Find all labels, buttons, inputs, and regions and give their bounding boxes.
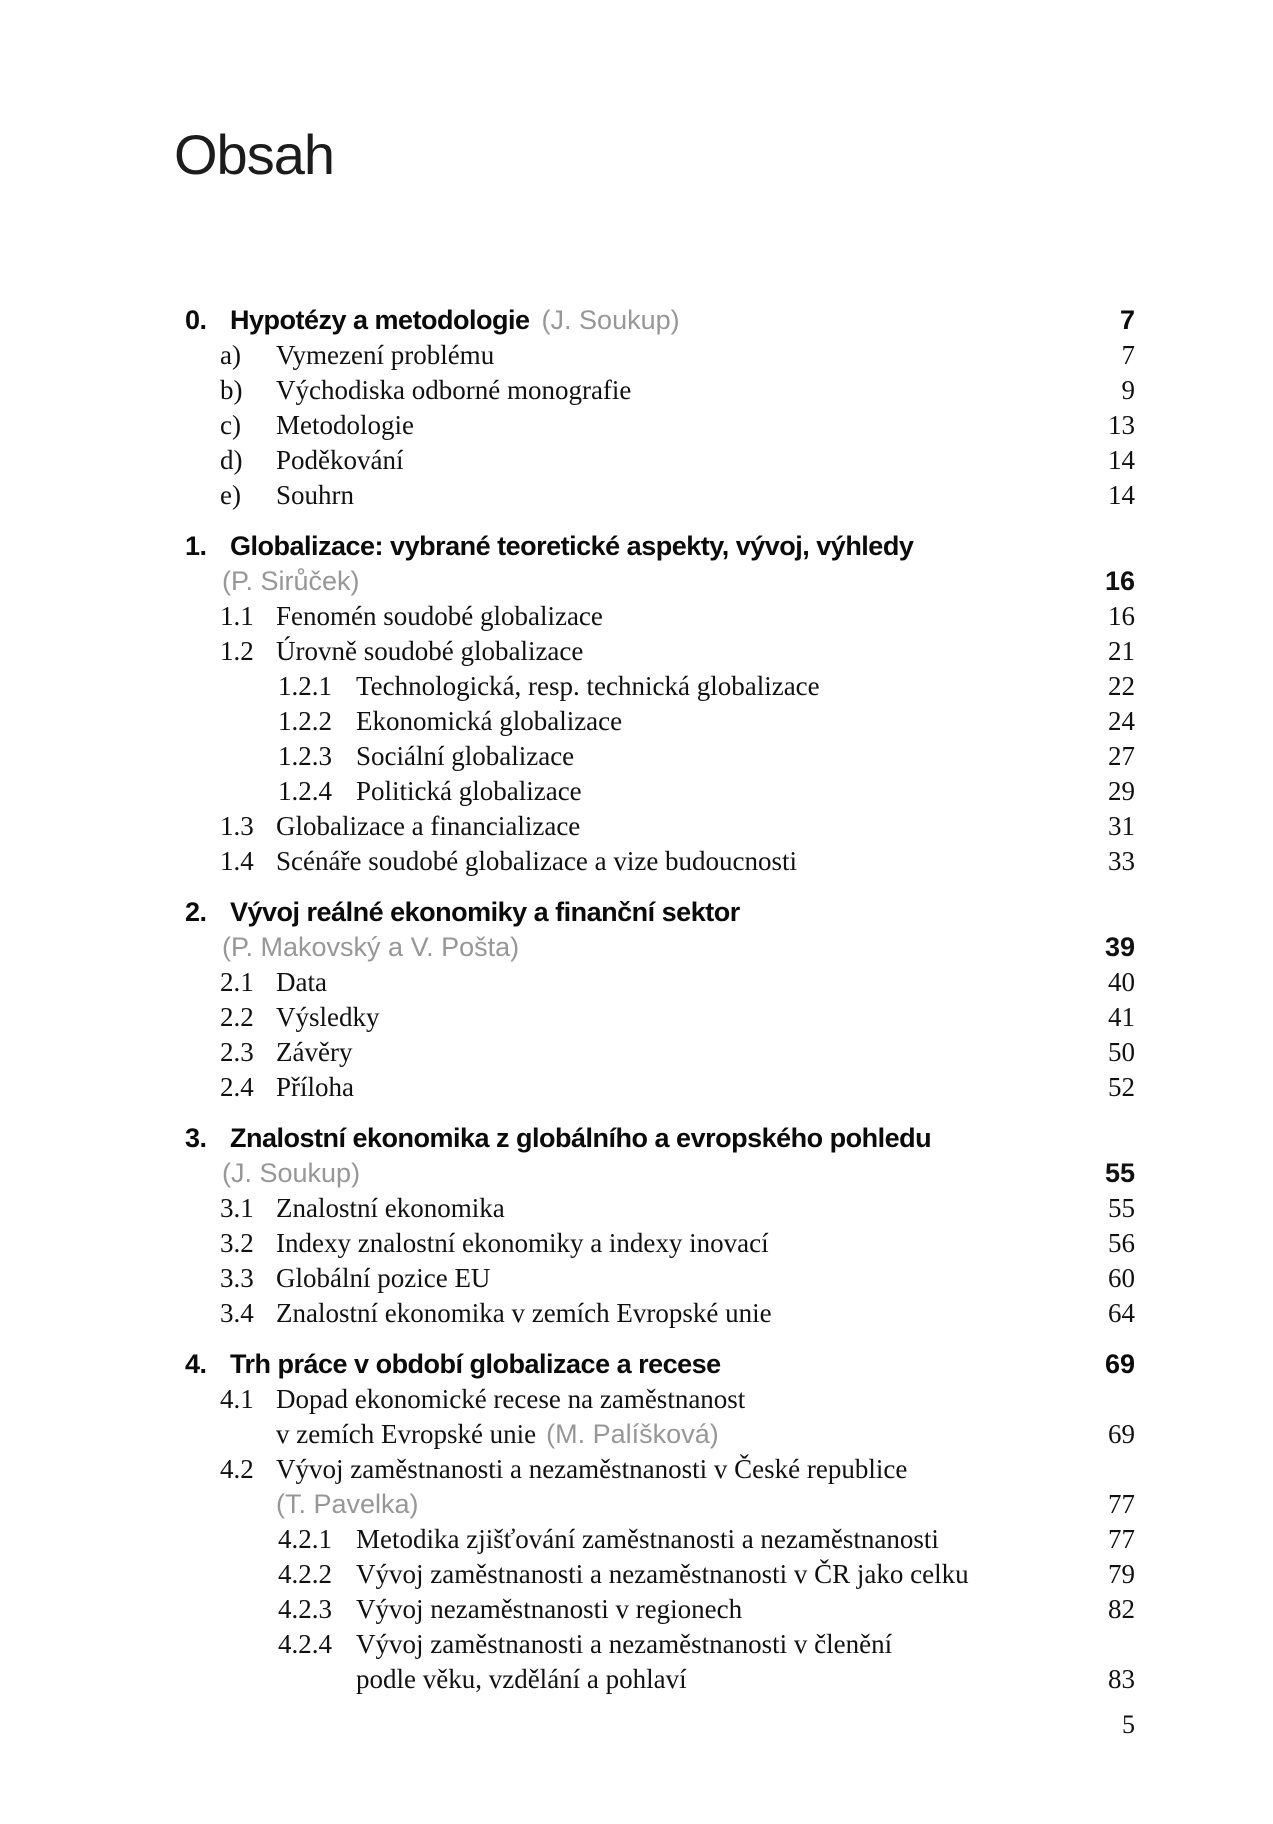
- entry-label: 4.2.4: [278, 1629, 332, 1659]
- section-number: 2.: [185, 897, 207, 927]
- toc-entry: [185, 774, 1135, 809]
- entry-page-number: 50: [1108, 1037, 1135, 1067]
- entry-page-number: 77: [1108, 1524, 1135, 1554]
- toc-section-3: [185, 1121, 1135, 1331]
- entry-title: Sociální globalizace: [356, 741, 575, 771]
- entry-title: Znalostní ekonomika v zemích Evropské unie: [276, 1298, 772, 1328]
- toc-entry: [185, 373, 1135, 408]
- toc-entry: [185, 599, 1135, 634]
- toc-section-1: [185, 529, 1135, 879]
- entry-page-number: 22: [1108, 671, 1135, 701]
- toc-section-0: [185, 303, 1135, 513]
- toc-entry: [185, 739, 1135, 774]
- entry-title: Vymezení problému: [276, 340, 495, 370]
- entry-title: Fenomén soudobé globalizace: [276, 601, 603, 631]
- entry-label: 1.1: [220, 601, 254, 631]
- entry-title: Indexy znalostní ekonomiky a indexy inovací: [276, 1228, 769, 1258]
- section-heading: [185, 303, 1135, 338]
- toc-entry: [185, 844, 1135, 879]
- section-heading: [185, 1121, 1135, 1156]
- toc-entry: [185, 1000, 1135, 1035]
- entry-page-number: 13: [1108, 410, 1135, 440]
- toc-entry: [185, 1035, 1135, 1070]
- entry-title: Východiska odborné monografie: [276, 375, 632, 405]
- toc-entry-continuation: [185, 1487, 1135, 1522]
- entry-title: Politická globalizace: [356, 776, 582, 806]
- entry-title-continuation: v zemích Evropské unie: [276, 1419, 537, 1449]
- toc-entry: [185, 1522, 1135, 1557]
- entry-title: Vývoj zaměstnanosti a nezaměstnanosti v ČR jako celku: [356, 1559, 969, 1589]
- section-author: (J. Soukup): [541, 305, 680, 335]
- entry-label: 2.3: [220, 1037, 254, 1067]
- section-number: 1.: [185, 531, 207, 561]
- entry-label: 1.2.3: [278, 741, 332, 771]
- toc-entry: [185, 443, 1135, 478]
- entry-label: 1.2: [220, 636, 254, 666]
- entry-title: Metodologie: [276, 410, 414, 440]
- section-number: 3.: [185, 1123, 207, 1153]
- section-title: Znalostní ekonomika z globálního a evropského pohledu: [230, 1123, 932, 1153]
- section-page-number: 69: [1104, 1349, 1135, 1379]
- entry-label: 2.2: [220, 1002, 254, 1032]
- toc-entry-continuation: [185, 1662, 1135, 1697]
- section-number: 0.: [185, 305, 207, 335]
- entry-page-number: 40: [1108, 967, 1135, 997]
- entry-label: 4.2: [220, 1454, 254, 1484]
- entry-title: Úrovně soudobé globalizace: [276, 636, 584, 666]
- entry-title: Vývoj nezaměstnanosti v regionech: [356, 1594, 743, 1624]
- toc-entry: [185, 1226, 1135, 1261]
- entry-page-number: 16: [1108, 601, 1135, 631]
- entry-title: Ekonomická globalizace: [356, 706, 623, 736]
- entry-page-number: 24: [1108, 706, 1135, 736]
- entry-title: Globální pozice EU: [276, 1263, 491, 1293]
- toc-entry: [185, 634, 1135, 669]
- toc-entry: [185, 1592, 1135, 1627]
- entry-page-number: 64: [1108, 1298, 1135, 1328]
- entry-label: 4.2.3: [278, 1594, 332, 1624]
- toc-entry: [185, 338, 1135, 373]
- entry-title: Vývoj zaměstnanosti a nezaměstnanosti v České republice: [276, 1454, 908, 1484]
- section-heading: [185, 1347, 1135, 1382]
- entry-page-number: 33: [1108, 846, 1135, 876]
- section-author: (P. Sirůček): [222, 566, 360, 596]
- entry-author: (M. Palíšková): [546, 1419, 719, 1449]
- section-heading: [185, 529, 1135, 564]
- entry-label: c): [220, 410, 241, 440]
- entry-page-number: 82: [1108, 1594, 1135, 1624]
- entry-page-number: 79: [1108, 1559, 1135, 1589]
- entry-page-number: 55: [1108, 1193, 1135, 1223]
- entry-page-number: 69: [1108, 1419, 1135, 1449]
- section-page-number: 16: [1104, 566, 1135, 596]
- toc-entry: [185, 478, 1135, 513]
- entry-title: Dopad ekonomické recese na zaměstnanost: [276, 1384, 746, 1414]
- toc-entry: [185, 1261, 1135, 1296]
- entry-label: 4.2.1: [278, 1524, 332, 1554]
- section-author-row: [185, 930, 1135, 965]
- section-number: 4.: [185, 1349, 207, 1379]
- entry-page-number: 29: [1108, 776, 1135, 806]
- entry-title: Technologická, resp. technická globalizace: [356, 671, 820, 701]
- entry-title: Příloha: [276, 1072, 354, 1102]
- section-page-number: 39: [1104, 932, 1135, 962]
- entry-title: Data: [276, 967, 327, 997]
- entry-title: Závěry: [276, 1037, 353, 1067]
- entry-page-number: 41: [1108, 1002, 1135, 1032]
- toc-section-2: [185, 895, 1135, 1105]
- entry-label: 3.3: [220, 1263, 254, 1293]
- toc-entry: [185, 704, 1135, 739]
- section-title: Trh práce v období globalizace a recese: [230, 1349, 721, 1379]
- entry-title-continuation: podle věku, vzdělání a pohlaví: [356, 1664, 687, 1694]
- entry-title: Metodika zjišťování zaměstnanosti a nezaměstnanosti: [356, 1524, 939, 1554]
- entry-page-number: 21: [1108, 636, 1135, 666]
- entry-author: (T. Pavelka): [276, 1489, 419, 1519]
- entry-page-number: 31: [1108, 811, 1135, 841]
- section-author-row: [185, 1156, 1135, 1191]
- entry-page-number: 56: [1108, 1228, 1135, 1258]
- toc-entry: [185, 1070, 1135, 1105]
- entry-page-number: 27: [1108, 741, 1135, 771]
- toc-entry: [185, 1296, 1135, 1331]
- entry-label: 2.1: [220, 967, 254, 997]
- toc-section-4: [185, 1347, 1135, 1697]
- section-heading: [185, 895, 1135, 930]
- entry-label: 3.1: [220, 1193, 254, 1223]
- section-title: Vývoj reálné ekonomiky a finanční sektor: [230, 897, 740, 927]
- entry-label: 1.3: [220, 811, 254, 841]
- entry-label: b): [220, 375, 243, 405]
- entry-page-number: 7: [1121, 340, 1135, 370]
- entry-title: Poděkování: [276, 445, 404, 475]
- entry-label: 4.1: [220, 1384, 254, 1414]
- toc-entry: [185, 1191, 1135, 1226]
- entry-page-number: 83: [1108, 1664, 1135, 1694]
- entry-label: e): [220, 480, 241, 510]
- toc-entry: [185, 1382, 1135, 1417]
- section-page-number: 55: [1104, 1158, 1135, 1188]
- section-title: Globalizace: vybrané teoretické aspekty, vývoj, výhledy: [230, 531, 914, 561]
- toc-entry: [185, 408, 1135, 443]
- toc-entry: [185, 1557, 1135, 1592]
- toc-entry: [185, 1452, 1135, 1487]
- toc-entry: [185, 669, 1135, 704]
- page-title: Obsah: [174, 123, 334, 186]
- entry-title: Výsledky: [276, 1002, 380, 1032]
- entry-page-number: 60: [1108, 1263, 1135, 1293]
- entry-label: 3.2: [220, 1228, 254, 1258]
- entry-label: 1.2.2: [278, 706, 332, 736]
- entry-label: 1.4: [220, 846, 254, 876]
- entry-title: Souhrn: [276, 480, 355, 510]
- footer-page-number: 5: [1122, 1710, 1135, 1739]
- section-page-number: 7: [1119, 305, 1135, 335]
- toc-entry-continuation: [185, 1417, 1135, 1452]
- entry-page-number: 14: [1108, 445, 1135, 475]
- entry-title: Znalostní ekonomika: [276, 1193, 505, 1223]
- toc-entry: [185, 965, 1135, 1000]
- entry-title: Scénáře soudobé globalizace a vize budoucnosti: [276, 846, 798, 876]
- section-author: (J. Soukup): [222, 1158, 361, 1188]
- section-title: Hypotézy a metodologie: [230, 305, 530, 335]
- entry-title: Globalizace a financializace: [276, 811, 581, 841]
- entry-label: 4.2.2: [278, 1559, 332, 1589]
- entry-label: 3.4: [220, 1298, 254, 1328]
- entry-label: 1.2.1: [278, 671, 332, 701]
- entry-page-number: 77: [1108, 1489, 1135, 1519]
- section-author-row: [185, 564, 1135, 599]
- table-of-contents: [185, 303, 1135, 1697]
- entry-page-number: 14: [1108, 480, 1135, 510]
- toc-entry: [185, 1627, 1135, 1662]
- entry-page-number: 52: [1108, 1072, 1135, 1102]
- entry-label: 1.2.4: [278, 776, 332, 806]
- entry-page-number: 9: [1121, 375, 1135, 405]
- section-author: (P. Makovský a V. Pošta): [222, 932, 520, 962]
- entry-label: 2.4: [220, 1072, 254, 1102]
- entry-label: a): [220, 340, 241, 370]
- entry-title: Vývoj zaměstnanosti a nezaměstnanosti v členění: [356, 1629, 893, 1659]
- toc-entry: [185, 809, 1135, 844]
- entry-label: d): [220, 445, 243, 475]
